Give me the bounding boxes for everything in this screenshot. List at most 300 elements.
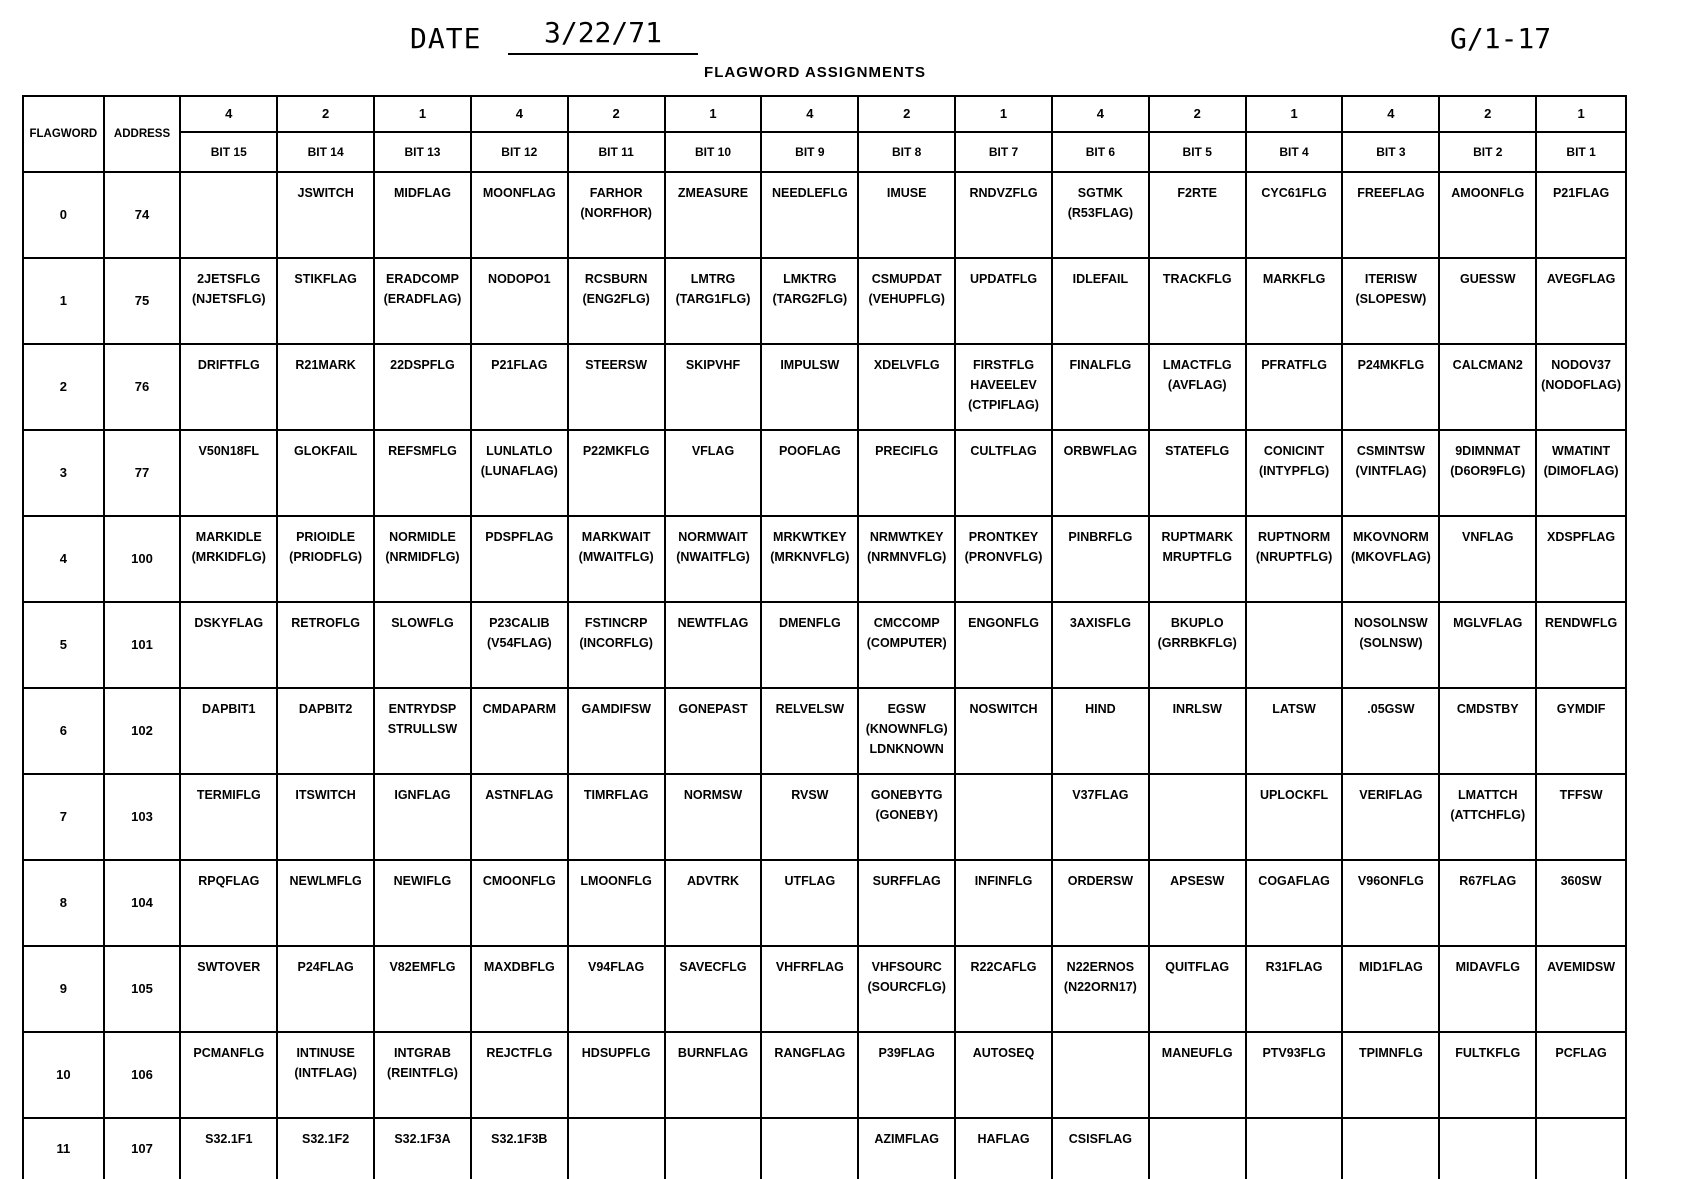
bit-header: BIT 2 xyxy=(1439,132,1536,172)
flag-name: V94FLAG xyxy=(588,960,645,974)
flag-name: (MKOVFLAG) xyxy=(1350,550,1431,564)
flag-name: CSMUPDAT xyxy=(871,272,942,286)
flag-name: VNFLAG xyxy=(1462,530,1514,544)
flag-cell xyxy=(955,430,1052,516)
flag-name: 2JETSFLG xyxy=(197,272,261,286)
flag-name: GUESSW xyxy=(1459,272,1516,286)
flag-name: AZIMFLAG xyxy=(874,1132,939,1146)
flag-cell xyxy=(1342,516,1439,602)
flag-name: 22DSPFLG xyxy=(390,358,455,372)
bit-row xyxy=(23,132,1626,172)
flag-cell xyxy=(1149,430,1246,516)
flag-name: S32.1F3A xyxy=(394,1132,451,1146)
flag-name: REJCTFLG xyxy=(486,1046,553,1060)
flag-cell xyxy=(1439,1032,1536,1118)
flag-name: MIDAVFLG xyxy=(1455,960,1520,974)
flag-name: CSMINTSW xyxy=(1356,444,1425,458)
flag-name: MARKWAIT xyxy=(581,530,651,544)
flag-cell xyxy=(180,602,277,688)
flag-cell xyxy=(568,946,665,1032)
flag-name: (R53FLAG) xyxy=(1067,206,1134,220)
flag-name: (MRKNVFLG) xyxy=(770,550,850,564)
flag-name: AVEMIDSW xyxy=(1547,960,1615,974)
flag-cell xyxy=(1536,344,1626,430)
flagword-number: 7 xyxy=(23,774,104,860)
flag-name: S32.1F1 xyxy=(205,1132,253,1146)
bit-weight: 1 xyxy=(955,96,1052,132)
flag-name: MAXDBFLG xyxy=(483,960,555,974)
flag-name: TIMRFLAG xyxy=(583,788,649,802)
flag-cell xyxy=(374,1118,471,1179)
flag-name: PTV93FLG xyxy=(1262,1046,1326,1060)
flagword-header: FLAGWORD xyxy=(23,96,104,172)
flag-cell xyxy=(955,516,1052,602)
bit-weight: 1 xyxy=(1246,96,1343,132)
flag-name: P24FLAG xyxy=(297,960,354,974)
flag-cell xyxy=(568,1118,665,1179)
flag-name: V96ONFLG xyxy=(1357,874,1424,888)
flag-cell xyxy=(761,1118,858,1179)
flag-cell xyxy=(1536,860,1626,946)
flag-name: ITERISW xyxy=(1364,272,1417,286)
flag-name: (PRIODFLG) xyxy=(289,550,363,564)
flag-name: (NRMIDFLG) xyxy=(385,550,460,564)
flag-name: (NRUPTFLG) xyxy=(1255,550,1333,564)
flag-name: TFFSW xyxy=(1559,788,1603,802)
flag-cell xyxy=(568,516,665,602)
flag-cell xyxy=(277,774,374,860)
flag-name: CMDSTBY xyxy=(1456,702,1519,716)
flag-name: IMPULSW xyxy=(780,358,840,372)
flag-name: PRIOIDLE xyxy=(296,530,356,544)
flag-name: MRUPTFLG xyxy=(1162,550,1232,564)
table-row xyxy=(23,774,1626,860)
flag-cell xyxy=(1052,946,1149,1032)
flag-cell xyxy=(665,602,762,688)
flag-name: IGNFLAG xyxy=(394,788,451,802)
flag-name: HIND xyxy=(1085,702,1116,716)
flag-name: ERADCOMP xyxy=(386,272,459,286)
flag-name: STATEFLG xyxy=(1165,444,1230,458)
flag-cell xyxy=(277,1032,374,1118)
flag-cell xyxy=(761,516,858,602)
flag-cell xyxy=(568,1032,665,1118)
flagword-number: 11 xyxy=(23,1118,104,1179)
flag-cell xyxy=(1342,946,1439,1032)
flag-cell xyxy=(858,1032,955,1118)
flag-name: PCMANFLG xyxy=(193,1046,265,1060)
table-row xyxy=(23,602,1626,688)
flag-name: VHFRFLAG xyxy=(775,960,844,974)
flagword-number: 8 xyxy=(23,860,104,946)
flag-cell xyxy=(277,860,374,946)
flag-cell xyxy=(955,946,1052,1032)
flag-cell xyxy=(1342,860,1439,946)
flag-cell xyxy=(568,774,665,860)
flag-name: (INTYPFLG) xyxy=(1258,464,1330,478)
flagword-number: 3 xyxy=(23,430,104,516)
flag-name: CALCMAN2 xyxy=(1452,358,1523,372)
flag-name: GONEBYTG xyxy=(870,788,943,802)
flag-cell xyxy=(1246,516,1343,602)
bit-header: BIT 13 xyxy=(374,132,471,172)
flagword-address: 76 xyxy=(104,344,181,430)
flagword-number: 5 xyxy=(23,602,104,688)
flag-cell xyxy=(858,258,955,344)
flag-name: TPIMNFLG xyxy=(1358,1046,1423,1060)
flag-name: (NWAITFLG) xyxy=(676,550,750,564)
flag-name: N22ERNOS xyxy=(1066,960,1135,974)
flag-name: NRMWTKEY xyxy=(869,530,944,544)
flag-name: GAMDIFSW xyxy=(581,702,651,716)
flag-name: .05GSW xyxy=(1367,702,1415,716)
flag-cell xyxy=(1439,172,1536,258)
flag-name: LMOONFLG xyxy=(580,874,652,888)
table-row xyxy=(23,344,1626,430)
flag-cell xyxy=(665,774,762,860)
bit-weight: 2 xyxy=(1149,96,1246,132)
flag-name: RELVELSW xyxy=(775,702,845,716)
flag-cell xyxy=(1342,258,1439,344)
flag-name: ITSWITCH xyxy=(295,788,356,802)
table-row xyxy=(23,688,1626,774)
flag-name: MOONFLAG xyxy=(482,186,556,200)
flag-cell xyxy=(1149,516,1246,602)
flag-cell xyxy=(1439,258,1536,344)
flag-name: MANEUFLG xyxy=(1161,1046,1233,1060)
flag-cell xyxy=(1246,860,1343,946)
flag-name: MARKIDLE xyxy=(195,530,262,544)
flag-cell xyxy=(277,258,374,344)
flag-cell xyxy=(277,172,374,258)
flag-cell xyxy=(1536,774,1626,860)
flag-cell xyxy=(374,1032,471,1118)
flag-name: NEEDLEFLG xyxy=(771,186,848,200)
flag-name: ENTRYDSP xyxy=(388,702,457,716)
flag-name: NORMIDLE xyxy=(389,530,456,544)
flag-name: R22CAFLG xyxy=(970,960,1037,974)
flag-name: LMACTFLG xyxy=(1162,358,1232,372)
flagword-table xyxy=(22,95,1627,1179)
flag-name: HAFLAG xyxy=(977,1132,1030,1146)
flag-cell xyxy=(665,344,762,430)
flag-name: RUPTMARK xyxy=(1161,530,1233,544)
flag-name: TRACKFLG xyxy=(1162,272,1232,286)
flagword-number: 9 xyxy=(23,946,104,1032)
flag-name: PCFLAG xyxy=(1555,1046,1607,1060)
flag-name: NEWLMFLG xyxy=(289,874,362,888)
flag-cell xyxy=(1439,860,1536,946)
flagword-address: 101 xyxy=(104,602,181,688)
flag-cell xyxy=(374,602,471,688)
flag-cell xyxy=(1246,172,1343,258)
flag-cell xyxy=(858,344,955,430)
flag-cell xyxy=(1246,258,1343,344)
flag-cell xyxy=(1342,602,1439,688)
flag-cell xyxy=(471,860,568,946)
flagword-address: 105 xyxy=(104,946,181,1032)
flagword-number: 6 xyxy=(23,688,104,774)
flag-cell xyxy=(277,946,374,1032)
flag-name: 3AXISFLG xyxy=(1069,616,1131,630)
flag-cell xyxy=(1536,602,1626,688)
flag-cell xyxy=(1439,602,1536,688)
flag-cell xyxy=(1246,946,1343,1032)
flag-name: F2RTE xyxy=(1177,186,1218,200)
flag-name: (KNOWNFLG) xyxy=(865,722,948,736)
flag-cell xyxy=(955,1118,1052,1179)
bit-header: BIT 6 xyxy=(1052,132,1149,172)
flag-cell xyxy=(858,688,955,774)
flag-name: 360SW xyxy=(1560,874,1602,888)
flag-cell xyxy=(374,688,471,774)
flag-name: (CTPIFLAG) xyxy=(968,398,1039,412)
address-header: ADDRESS xyxy=(104,96,181,172)
flag-cell xyxy=(180,516,277,602)
flag-cell xyxy=(1342,172,1439,258)
flag-name: INRLSW xyxy=(1172,702,1222,716)
flag-name: ZMEASURE xyxy=(677,186,749,200)
flag-cell xyxy=(1052,860,1149,946)
date-value: 3/22/71 xyxy=(508,16,698,55)
flag-cell xyxy=(1536,1032,1626,1118)
flag-name: R67FLAG xyxy=(1459,874,1517,888)
flag-name: P39FLAG xyxy=(878,1046,935,1060)
flag-name: NEWTFLAG xyxy=(677,616,749,630)
flag-name: DAPBIT1 xyxy=(202,702,256,716)
bit-weight: 1 xyxy=(1536,96,1626,132)
flag-name: TERMIFLG xyxy=(196,788,261,802)
flag-name: P22MKFLG xyxy=(582,444,650,458)
flag-cell xyxy=(665,1118,762,1179)
flag-cell xyxy=(1439,1118,1536,1179)
flagword-number: 0 xyxy=(23,172,104,258)
flag-cell xyxy=(180,774,277,860)
bit-header: BIT 7 xyxy=(955,132,1052,172)
flag-cell xyxy=(1246,1118,1343,1179)
flag-cell xyxy=(1439,946,1536,1032)
flag-name: RETROFLG xyxy=(291,616,360,630)
flag-cell xyxy=(180,1032,277,1118)
flag-cell xyxy=(955,774,1052,860)
flag-cell xyxy=(761,774,858,860)
flag-name: INTINUSE xyxy=(296,1046,355,1060)
flag-cell xyxy=(761,946,858,1032)
flag-name: GYMDIF xyxy=(1556,702,1606,716)
flag-cell xyxy=(568,430,665,516)
bit-weight: 2 xyxy=(1439,96,1536,132)
flag-cell xyxy=(1052,516,1149,602)
flag-name: GLOKFAIL xyxy=(294,444,358,458)
flag-cell xyxy=(665,688,762,774)
flag-cell xyxy=(277,602,374,688)
flag-cell xyxy=(1342,1118,1439,1179)
flag-name: JSWITCH xyxy=(297,186,354,200)
flag-name: SGTMK xyxy=(1077,186,1123,200)
flag-name: P24MKFLG xyxy=(1357,358,1425,372)
flag-name: RVSW xyxy=(791,788,829,802)
flag-cell xyxy=(374,344,471,430)
flag-cell xyxy=(665,516,762,602)
flag-cell xyxy=(1536,258,1626,344)
flag-name: NORMWAIT xyxy=(678,530,748,544)
flagword-address: 107 xyxy=(104,1118,181,1179)
flag-name: SWTOVER xyxy=(197,960,261,974)
table-row xyxy=(23,946,1626,1032)
flag-cell xyxy=(180,258,277,344)
flag-cell xyxy=(180,860,277,946)
flag-cell xyxy=(1246,430,1343,516)
flag-cell xyxy=(471,516,568,602)
table-row xyxy=(23,172,1626,258)
flag-cell xyxy=(761,1032,858,1118)
flag-name: IDLEFAIL xyxy=(1072,272,1129,286)
table-row xyxy=(23,258,1626,344)
flag-cell xyxy=(1536,688,1626,774)
flag-cell xyxy=(471,430,568,516)
flag-name: NORMSW xyxy=(683,788,743,802)
flag-name: WMATINT xyxy=(1552,444,1611,458)
flag-cell xyxy=(1536,430,1626,516)
flag-name: (ENG2FLG) xyxy=(582,292,650,306)
flag-cell xyxy=(1149,946,1246,1032)
flag-name: SKIPVHF xyxy=(685,358,741,372)
flag-name: AUTOSEQ xyxy=(972,1046,1035,1060)
flag-name: STIKFLAG xyxy=(294,272,357,286)
flag-cell xyxy=(858,516,955,602)
flag-cell xyxy=(471,774,568,860)
flag-name: (VEHUPFLG) xyxy=(868,292,945,306)
flag-name: LATSW xyxy=(1272,702,1316,716)
flagword-address: 77 xyxy=(104,430,181,516)
flag-cell xyxy=(374,860,471,946)
flag-cell xyxy=(1342,430,1439,516)
flag-name: ENGONFLG xyxy=(968,616,1039,630)
flag-name: P21FLAG xyxy=(1552,186,1610,200)
flag-name: COGAFLAG xyxy=(1258,874,1330,888)
flag-name: NOSOLNSW xyxy=(1354,616,1428,630)
flag-cell xyxy=(761,602,858,688)
flag-cell xyxy=(471,1118,568,1179)
flag-name: BURNFLAG xyxy=(677,1046,749,1060)
flagword-address: 106 xyxy=(104,1032,181,1118)
flag-cell xyxy=(1052,1032,1149,1118)
bit-weight: 1 xyxy=(374,96,471,132)
flag-cell xyxy=(1149,860,1246,946)
flag-cell xyxy=(180,688,277,774)
date-label: DATE xyxy=(410,22,482,55)
flag-name: IMUSE xyxy=(886,186,927,200)
flag-name: R21MARK xyxy=(295,358,356,372)
flag-cell xyxy=(1149,688,1246,774)
flag-name: (N22ORN17) xyxy=(1063,980,1137,994)
flag-cell xyxy=(1536,516,1626,602)
flag-name: VFLAG xyxy=(691,444,735,458)
flag-name: HAVEELEV xyxy=(970,378,1037,392)
flag-name: FARHOR xyxy=(589,186,643,200)
flag-name: FINALFLG xyxy=(1069,358,1132,372)
flag-cell xyxy=(1246,688,1343,774)
flag-cell xyxy=(1052,344,1149,430)
flag-name: (INCORFLG) xyxy=(579,636,653,650)
flag-name: (D6OR9FLG) xyxy=(1450,464,1526,478)
flag-name: (MWAITFLG) xyxy=(578,550,654,564)
flag-name: (COMPUTER) xyxy=(866,636,947,650)
flag-cell xyxy=(955,1032,1052,1118)
flag-name: S32.1F2 xyxy=(301,1132,350,1146)
flagword-address: 100 xyxy=(104,516,181,602)
flag-name: EGSW xyxy=(887,702,926,716)
flagword-address: 102 xyxy=(104,688,181,774)
flag-cell xyxy=(858,172,955,258)
flag-cell xyxy=(471,602,568,688)
flag-cell xyxy=(761,860,858,946)
flag-name: RENDWFLG xyxy=(1544,616,1618,630)
flag-cell xyxy=(180,344,277,430)
flag-cell xyxy=(761,258,858,344)
flag-cell xyxy=(180,172,277,258)
flag-name: (NODOFLAG) xyxy=(1541,378,1622,392)
bit-header: BIT 14 xyxy=(277,132,374,172)
flag-cell xyxy=(374,946,471,1032)
flag-cell xyxy=(955,688,1052,774)
table-row xyxy=(23,430,1626,516)
bit-header: BIT 8 xyxy=(858,132,955,172)
bit-header: BIT 1 xyxy=(1536,132,1626,172)
flag-name: CULTFLAG xyxy=(970,444,1037,458)
flagword-address: 103 xyxy=(104,774,181,860)
flag-name: R31FLAG xyxy=(1265,960,1323,974)
flag-name: DAPBIT2 xyxy=(298,702,353,716)
flag-cell xyxy=(761,688,858,774)
flag-name: XDSPFLAG xyxy=(1547,530,1616,544)
page-title: FLAGWORD ASSIGNMENTS xyxy=(704,64,926,81)
flag-name: (V54FLAG) xyxy=(487,636,552,650)
flag-name: LMKTRG xyxy=(783,272,837,286)
flag-cell xyxy=(665,258,762,344)
bit-header: BIT 4 xyxy=(1246,132,1343,172)
flag-name: MRKWTKEY xyxy=(773,530,847,544)
flag-name: S32.1F3B xyxy=(491,1132,548,1146)
flag-name: QUITFLAG xyxy=(1165,960,1230,974)
flag-cell xyxy=(858,602,955,688)
flag-name: (NRMNVFLG) xyxy=(867,550,947,564)
flag-name: (VINTFLAG) xyxy=(1355,464,1427,478)
flag-name: (TARG2FLG) xyxy=(772,292,848,306)
flag-name: FIRSTFLG xyxy=(972,358,1035,372)
flag-cell xyxy=(665,1032,762,1118)
flag-name: RCSBURN xyxy=(584,272,648,286)
flag-name: P21FLAG xyxy=(491,358,548,372)
flag-name: POOFLAG xyxy=(778,444,841,458)
flag-name: LMATTCH xyxy=(1458,788,1518,802)
flag-name: CONICINT xyxy=(1263,444,1325,458)
flag-cell xyxy=(277,688,374,774)
flag-name: HDSUPFLG xyxy=(581,1046,651,1060)
flag-name: NOSWITCH xyxy=(969,702,1038,716)
flag-cell xyxy=(1342,774,1439,860)
flag-cell xyxy=(1149,1118,1246,1179)
flag-name: DRIFTFLG xyxy=(197,358,260,372)
flag-cell xyxy=(955,172,1052,258)
flag-name: (INTFLAG) xyxy=(294,1066,357,1080)
flag-cell xyxy=(374,258,471,344)
flag-cell xyxy=(1439,430,1536,516)
flag-cell xyxy=(858,860,955,946)
flag-cell xyxy=(180,430,277,516)
flag-name: INFINFLG xyxy=(974,874,1033,888)
flag-name: V82EMFLG xyxy=(389,960,456,974)
